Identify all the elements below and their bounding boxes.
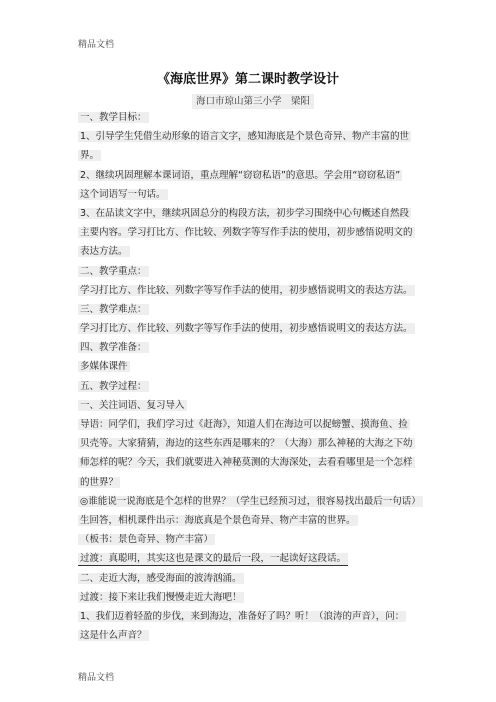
- running-header: 精品文档: [78, 40, 115, 50]
- text-line: 1、引导学生凭借生动形象的语言文字，感知海底是个景色奇异、物产丰富的世: [80, 131, 410, 143]
- document-title: 《海底世界》第二课时教学设计: [156, 72, 339, 87]
- text-line: 四、教学准备：: [80, 342, 147, 354]
- running-footer: 精品文档: [78, 673, 115, 683]
- text-line: 三、教学难点：: [80, 303, 147, 315]
- text-line: 过渡：接下来让我们慢慢走近大海吧！: [80, 591, 242, 603]
- text-line: 学习打比方、作比较、列数字等写作手法的使用，初步感悟说明文的表达方法。: [80, 323, 413, 335]
- text-line: 1、我们迈着轻盈的步伐，来到海边，准备好了吗？听！（浪涛的声音），问：: [80, 610, 405, 622]
- text-line: ◎谁能说一说海底是个怎样的世界？（学生已经预习过，很容易找出最后一句话）: [80, 495, 421, 507]
- text-line: 贝壳等。大家猜猜，海边的这些东西是哪来的？（大海）那么神秘的大海之下幼: [80, 438, 413, 450]
- text-line: 这个词语写一句话。: [80, 188, 166, 200]
- text-line: 界。: [80, 150, 100, 162]
- text-line: 二、走近大海，感受海面的波涛汹涌。: [80, 572, 242, 584]
- text-line: 五、教学过程：: [80, 380, 147, 392]
- text-line: 的世界？: [80, 476, 119, 488]
- text-line: 一、关注词语、复习导入: [80, 399, 185, 411]
- text-line: 主要内容。学习打比方、作比较、列数字等写作手法的使用，初步感悟说明文的: [80, 227, 413, 239]
- text-line: 表达方法。: [80, 246, 128, 258]
- text-line: 多媒体课件: [80, 361, 128, 373]
- text-line: 生回答，相机课件出示：海底真是个景色奇异、物产丰富的世界。: [80, 514, 356, 526]
- text-line: 导语：同学们，我们学习过《赶海》，知道人们在海边可以捉螃蟹、摸海鱼、捡: [80, 419, 408, 430]
- document-body: [78, 108, 430, 645]
- text-line: 一、教学目标：: [80, 112, 147, 123]
- text-line: 2、继续巩固理解本课词语，重点理解“窃窃私语”的意思。学会用“窃窃私语”: [80, 169, 401, 181]
- text-line: 过渡：真聪明，其实这也是课文的最后一段，一起读好这段话。: [80, 553, 347, 565]
- author-byline: 海口市琼山第三小学 梁阳: [192, 94, 314, 109]
- text-line: （板书：景色奇异、物产丰富）: [80, 534, 214, 546]
- text-line: 学习打比方、作比较、列数字等写作手法的使用，初步感悟说明文的表达方法。: [80, 284, 413, 296]
- text-line: 3、在品读文字中，继续巩固总分的构段方法，初步学习围绕中心句概述自然段: [80, 207, 410, 219]
- text-line: 二、教学重点：: [80, 265, 147, 277]
- text-line: 这是什么声音？: [80, 630, 147, 642]
- text-line: 师怎样的呢？今天，我们就要进入神秘莫测的大海深处，去看看哪里是一个怎样: [80, 457, 413, 469]
